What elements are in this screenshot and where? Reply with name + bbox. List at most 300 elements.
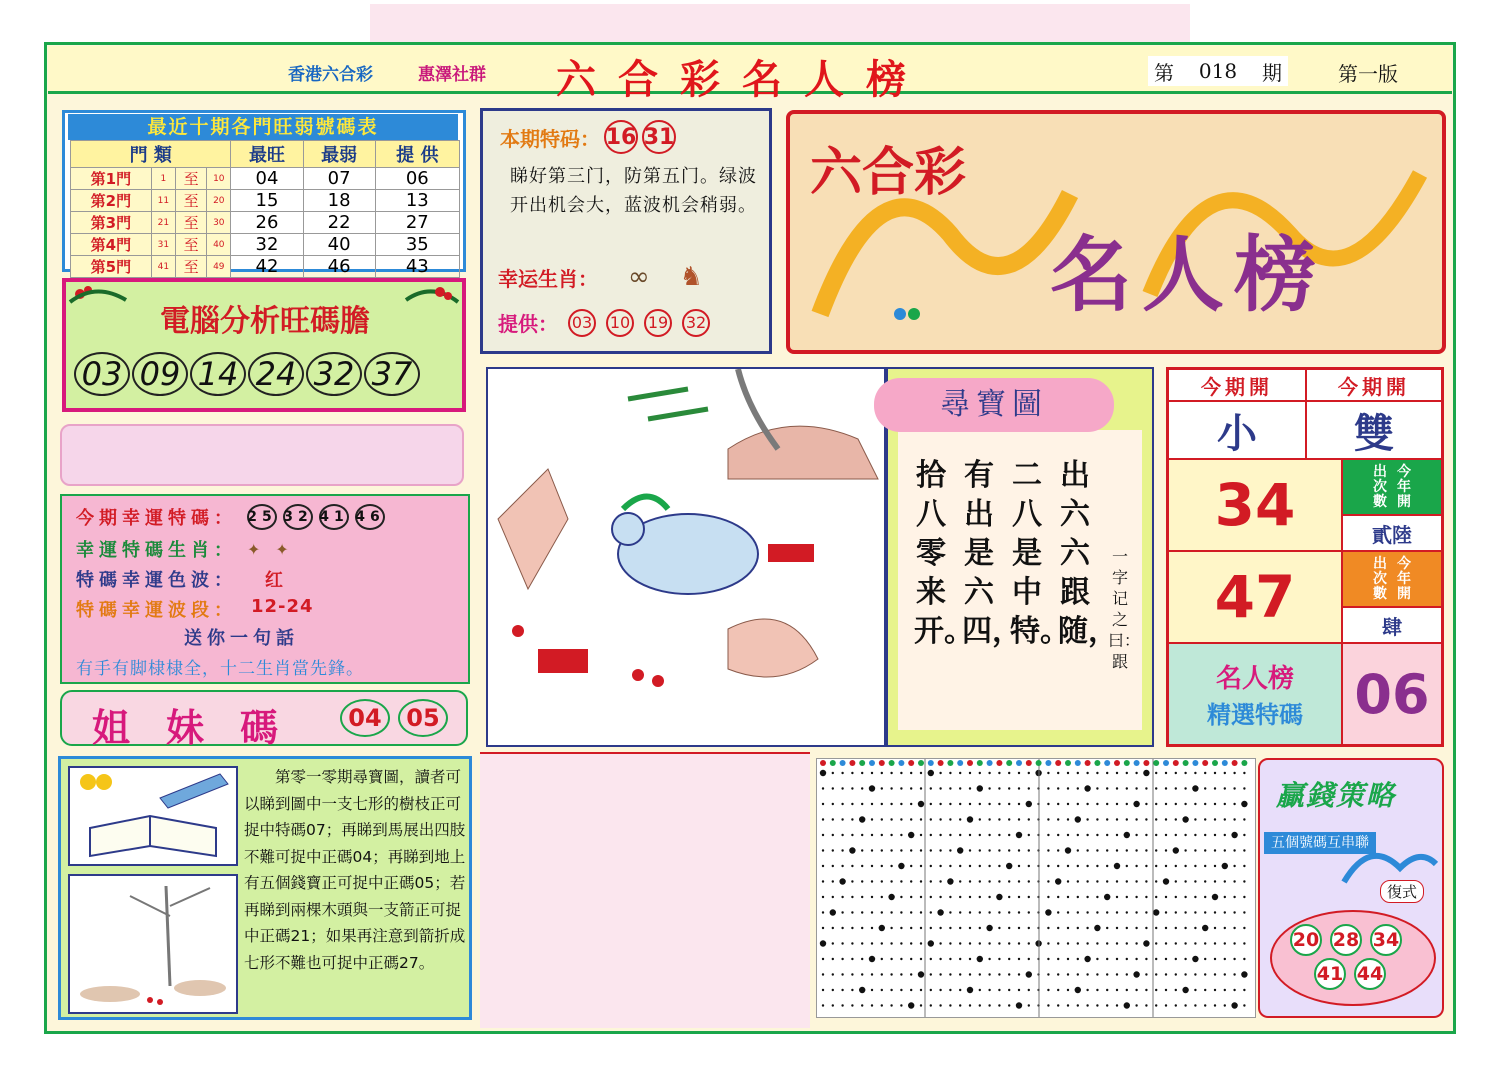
lucky-code-balls bbox=[247, 504, 385, 530]
grid-dot bbox=[1204, 911, 1206, 913]
grid-dot bbox=[939, 834, 941, 836]
banner-line-2: 名人榜 bbox=[1050, 227, 1327, 323]
lucky-row-4 bbox=[76, 596, 314, 622]
goat-landscape-icon bbox=[488, 369, 884, 745]
grid-dot bbox=[1086, 942, 1088, 944]
grid-dot bbox=[1008, 942, 1010, 944]
grid-dot bbox=[881, 1004, 883, 1006]
number-ball: 04 bbox=[340, 699, 390, 737]
grid-dot bbox=[998, 911, 1000, 913]
grid-dot bbox=[861, 896, 863, 898]
count-label-a: 出次數 bbox=[1373, 555, 1387, 602]
grid-dot bbox=[1233, 989, 1235, 991]
grid-dot bbox=[1116, 880, 1118, 882]
grid-dot bbox=[1192, 785, 1198, 791]
grid-dot bbox=[1175, 911, 1177, 913]
grid-dot bbox=[998, 973, 1000, 975]
grid-dot bbox=[822, 989, 824, 991]
grid-dot bbox=[1106, 942, 1108, 944]
grid-dot bbox=[1233, 849, 1235, 851]
grid-dot bbox=[939, 973, 941, 975]
fame-number: 06 bbox=[1342, 643, 1442, 745]
give-cell: 06 bbox=[375, 168, 459, 190]
grid-dot bbox=[920, 849, 922, 851]
range-to: 40 bbox=[207, 234, 231, 256]
grid-dot bbox=[1155, 958, 1157, 960]
grid-dot bbox=[1067, 834, 1069, 836]
grid-dot bbox=[1214, 958, 1216, 960]
grid-dot bbox=[1106, 834, 1108, 836]
grid-dot bbox=[988, 880, 990, 882]
special-label: 本期特码： bbox=[500, 126, 600, 151]
grid-dot bbox=[969, 896, 971, 898]
grid-dot bbox=[998, 927, 1000, 929]
grid-dot bbox=[939, 849, 941, 851]
grid-dot bbox=[920, 787, 922, 789]
grid-dot bbox=[959, 865, 961, 867]
grid-dot bbox=[1214, 1004, 1216, 1006]
grid-dot bbox=[1008, 787, 1010, 789]
grid-dot bbox=[1184, 834, 1186, 836]
grid-dot bbox=[1077, 803, 1079, 805]
grid-dot bbox=[851, 911, 853, 913]
grid-dot bbox=[1231, 1002, 1237, 1008]
grid-dot bbox=[928, 770, 934, 776]
grid-dot bbox=[949, 942, 951, 944]
grid-dot bbox=[871, 896, 873, 898]
grid-dot bbox=[900, 803, 902, 805]
grid-dot bbox=[910, 958, 912, 960]
grid-dot bbox=[979, 803, 981, 805]
grid-dot bbox=[1026, 971, 1032, 977]
grid-dot bbox=[967, 987, 973, 993]
grid-dot bbox=[1233, 772, 1235, 774]
grid-dot bbox=[1184, 927, 1186, 929]
grid-dot bbox=[851, 989, 853, 991]
grid-dot bbox=[1106, 787, 1108, 789]
grid-dot bbox=[1067, 973, 1069, 975]
grid-dot bbox=[1155, 989, 1157, 991]
range-to: 30 bbox=[207, 212, 231, 234]
grid-dot bbox=[910, 818, 912, 820]
grid-dot bbox=[1106, 849, 1108, 851]
grid-dot bbox=[1214, 818, 1216, 820]
grid-dot bbox=[1096, 818, 1098, 820]
grid-dot bbox=[939, 1004, 941, 1006]
number-ball: 03 bbox=[568, 309, 596, 337]
grid-dot bbox=[1096, 880, 1098, 882]
grid-dot bbox=[1077, 880, 1079, 882]
grid-dot bbox=[1028, 911, 1030, 913]
grid-dot bbox=[959, 942, 961, 944]
grid-dot bbox=[1155, 834, 1157, 836]
edition-label: 第一版 bbox=[1338, 62, 1398, 86]
grid-dot bbox=[910, 896, 912, 898]
grid-dot bbox=[1086, 911, 1088, 913]
door-cell: 第1門 bbox=[71, 168, 152, 190]
grid-dot bbox=[1057, 1004, 1059, 1006]
grid-dot bbox=[910, 927, 912, 929]
grid-dot bbox=[851, 772, 853, 774]
grid-dot bbox=[988, 958, 990, 960]
grid-dot bbox=[1224, 787, 1226, 789]
number-ball: 28 bbox=[1330, 924, 1362, 956]
lucky-color-label: 特碼幸運色波： bbox=[76, 570, 237, 591]
grid-dot bbox=[949, 865, 951, 867]
grid-dot bbox=[959, 880, 961, 882]
grid-dot bbox=[900, 958, 902, 960]
grid-dot bbox=[969, 834, 971, 836]
grid-dot bbox=[1047, 896, 1049, 898]
number-ball: 32 bbox=[306, 352, 362, 396]
grid-dot bbox=[1202, 925, 1208, 931]
grid-dot bbox=[1194, 911, 1196, 913]
grid-dot bbox=[939, 772, 941, 774]
grid-dot bbox=[979, 818, 981, 820]
grid-dot bbox=[1077, 911, 1079, 913]
grid-dot bbox=[998, 989, 1000, 991]
grid-dot bbox=[890, 880, 892, 882]
issue-number bbox=[1148, 56, 1288, 86]
poem-column: 有出是六四， bbox=[962, 458, 1022, 649]
grid-header-dot bbox=[1094, 760, 1100, 766]
grid-dot bbox=[1047, 989, 1049, 991]
grid-dot bbox=[1233, 958, 1235, 960]
grid-dot bbox=[979, 942, 981, 944]
grid-dot bbox=[920, 911, 922, 913]
grid-dot bbox=[1214, 849, 1216, 851]
grid-dot bbox=[832, 834, 834, 836]
grid-dot bbox=[871, 849, 873, 851]
grid-dot bbox=[930, 911, 932, 913]
grid-dot bbox=[1165, 989, 1167, 991]
grid-dot bbox=[959, 989, 961, 991]
grid-dot bbox=[998, 958, 1000, 960]
grid-dot bbox=[1165, 818, 1167, 820]
grid-header-dot bbox=[928, 760, 934, 766]
grid-dot bbox=[1028, 834, 1030, 836]
grid-dot bbox=[1077, 865, 1079, 867]
grid-dot bbox=[969, 772, 971, 774]
grid-dot bbox=[1116, 958, 1118, 960]
grid-dot bbox=[851, 834, 853, 836]
grid-header-dot bbox=[1163, 760, 1169, 766]
grid-dot bbox=[890, 942, 892, 944]
grid-dot bbox=[1155, 1004, 1157, 1006]
range-to-label: 至 bbox=[175, 190, 206, 212]
number-ball: 32 bbox=[283, 504, 313, 530]
grid-dot bbox=[820, 940, 826, 946]
result-number-2: 47 bbox=[1168, 551, 1342, 643]
grid-dot bbox=[1224, 989, 1226, 991]
grid-dot bbox=[1077, 1004, 1079, 1006]
grid-header-dot bbox=[947, 760, 953, 766]
grid-header-dot bbox=[1065, 760, 1071, 766]
grid-dot bbox=[851, 787, 853, 789]
grid-dot bbox=[1175, 787, 1177, 789]
grid-dot bbox=[1184, 865, 1186, 867]
grid-header-dot bbox=[1075, 760, 1081, 766]
grid-dot bbox=[1126, 911, 1128, 913]
grid-dot bbox=[832, 818, 834, 820]
grid-dot bbox=[930, 787, 932, 789]
grid-dot bbox=[1018, 973, 1020, 975]
grid-dot bbox=[1224, 880, 1226, 882]
grid-dot bbox=[910, 989, 912, 991]
grid-dot bbox=[881, 849, 883, 851]
grid-dot bbox=[1194, 803, 1196, 805]
grid-dot bbox=[969, 942, 971, 944]
grid-dot bbox=[1106, 803, 1108, 805]
grid-dot bbox=[881, 834, 883, 836]
grid-dot bbox=[1184, 772, 1186, 774]
grid-dot bbox=[820, 770, 826, 776]
grid-dot bbox=[1182, 816, 1188, 822]
grid-dot bbox=[1133, 971, 1139, 977]
grid-dot bbox=[1106, 865, 1108, 867]
door-table bbox=[70, 140, 460, 278]
grid-dot bbox=[900, 989, 902, 991]
grid-dot bbox=[930, 1004, 932, 1006]
grid-dot bbox=[832, 865, 834, 867]
grid-dot bbox=[1077, 849, 1079, 851]
grid-dot bbox=[1135, 958, 1137, 960]
grid-dot bbox=[1184, 942, 1186, 944]
fame-cell bbox=[1168, 643, 1342, 745]
grid-header-dot bbox=[1183, 760, 1189, 766]
table-row bbox=[71, 256, 460, 278]
grid-dot bbox=[1106, 958, 1108, 960]
number-ball: 05 bbox=[398, 699, 448, 737]
grid-dot bbox=[947, 878, 953, 884]
grid-dot bbox=[1163, 878, 1169, 884]
grid-dot bbox=[1194, 973, 1196, 975]
grid-dot bbox=[930, 880, 932, 882]
grid-dot bbox=[1194, 927, 1196, 929]
grid-dot bbox=[1155, 772, 1157, 774]
top-band bbox=[370, 4, 1190, 44]
grid-dot bbox=[1175, 834, 1177, 836]
grid-dot bbox=[939, 880, 941, 882]
result-col1-header: 今期開 bbox=[1168, 369, 1306, 401]
grid-dot bbox=[861, 803, 863, 805]
grid-dot bbox=[1135, 989, 1137, 991]
grid-dot bbox=[1047, 1004, 1049, 1006]
grid-dot bbox=[910, 880, 912, 882]
grid-dot bbox=[969, 803, 971, 805]
grid-dot bbox=[900, 834, 902, 836]
result-col2-header: 今期開 bbox=[1306, 369, 1442, 401]
count-label-1 bbox=[1342, 459, 1442, 515]
grid-dot bbox=[1204, 803, 1206, 805]
poem-column: 拾八零来开。 bbox=[914, 458, 974, 649]
grid-dot bbox=[881, 896, 883, 898]
grid-dot bbox=[959, 772, 961, 774]
grid-dot bbox=[822, 834, 824, 836]
col-header: 提 供 bbox=[375, 141, 459, 168]
grid-dot bbox=[822, 818, 824, 820]
grid-dot bbox=[930, 958, 932, 960]
grid-dot bbox=[1133, 801, 1139, 807]
grid-dot bbox=[861, 865, 863, 867]
cold-cell: 07 bbox=[303, 168, 375, 190]
grid-dot bbox=[871, 942, 873, 944]
poem-column: 出六六跟随， bbox=[1058, 458, 1118, 649]
grid-dot bbox=[1047, 973, 1049, 975]
grid-dot bbox=[1214, 803, 1216, 805]
grid-dot bbox=[1116, 942, 1118, 944]
grid-dot bbox=[832, 880, 834, 882]
grid-dot bbox=[1204, 772, 1206, 774]
grid-dot bbox=[959, 958, 961, 960]
grid-dot bbox=[1057, 958, 1059, 960]
grid-dot bbox=[910, 973, 912, 975]
sister-title: 姐妹碼 bbox=[92, 705, 315, 750]
grid-dot bbox=[1086, 896, 1088, 898]
grid-dot bbox=[1067, 927, 1069, 929]
grid-dot bbox=[1243, 1004, 1245, 1006]
grid-dot bbox=[920, 880, 922, 882]
grid-dot bbox=[1028, 880, 1030, 882]
issue-value: 018 bbox=[1198, 59, 1238, 83]
lucky-row-3 bbox=[76, 566, 288, 592]
grid-dot bbox=[979, 880, 981, 882]
grid-dot bbox=[1075, 987, 1081, 993]
grid-dot bbox=[1214, 880, 1216, 882]
grid-dot bbox=[937, 909, 943, 915]
grid-dot bbox=[998, 880, 1000, 882]
grid-dot bbox=[1126, 880, 1128, 882]
range-from: 21 bbox=[151, 212, 175, 234]
grid-dot bbox=[1165, 849, 1167, 851]
grid-dot bbox=[988, 849, 990, 851]
grid-dot bbox=[1204, 942, 1206, 944]
grid-dot bbox=[900, 787, 902, 789]
grid-dot bbox=[1214, 973, 1216, 975]
grid-dot bbox=[1067, 818, 1069, 820]
grid-dot bbox=[1165, 927, 1167, 929]
number-ball: 09 bbox=[132, 352, 188, 396]
grid-header-dot bbox=[1114, 760, 1120, 766]
grid-dot bbox=[1194, 818, 1196, 820]
grid-dot bbox=[1057, 849, 1059, 851]
explain-text: 第零一零期尋寶圖，讀者可以睇到圖中一支七形的樹枝正可捉中特碼07；再睇到馬展出四肢不難可捉中正碼04；再睇到地上有五個錢寶正可捉中正碼05；若再睇到兩棵木頭與一支箭正可捉中正碼21；如果再注意到箭折成七形不難也可捉中正碼27。 bbox=[244, 768, 466, 972]
grid-dot bbox=[930, 834, 932, 836]
grid-dot bbox=[1165, 787, 1167, 789]
grid-dot bbox=[979, 911, 981, 913]
number-ball: 44 bbox=[1354, 958, 1386, 990]
number-ball: 46 bbox=[355, 504, 385, 530]
grid-dot bbox=[900, 849, 902, 851]
grid-dot bbox=[890, 989, 892, 991]
grid-dot bbox=[1184, 911, 1186, 913]
grid-dot bbox=[869, 956, 875, 962]
grid-dot bbox=[1214, 865, 1216, 867]
range-to-label: 至 bbox=[175, 234, 206, 256]
grid-dot bbox=[1145, 787, 1147, 789]
door-cell: 第5門 bbox=[71, 256, 152, 278]
grid-dot bbox=[1184, 849, 1186, 851]
grid-dot bbox=[1155, 942, 1157, 944]
grid-dot bbox=[851, 958, 853, 960]
dot-chart bbox=[816, 758, 1256, 1018]
grid-dot bbox=[1008, 911, 1010, 913]
grid-dot bbox=[851, 880, 853, 882]
grid-dot bbox=[1175, 818, 1177, 820]
range-to: 10 bbox=[207, 168, 231, 190]
range-from: 41 bbox=[151, 256, 175, 278]
grid-dot bbox=[910, 787, 912, 789]
grid-dot bbox=[1057, 911, 1059, 913]
grid-dot bbox=[949, 849, 951, 851]
grid-dot bbox=[1143, 940, 1149, 946]
grid-dot bbox=[1086, 1004, 1088, 1006]
grid-dot bbox=[959, 803, 961, 805]
rooster-icon: ♞ bbox=[679, 262, 703, 292]
grid-dot bbox=[979, 849, 981, 851]
grid-dot bbox=[930, 849, 932, 851]
zodiac-row bbox=[498, 262, 703, 292]
grid-dot bbox=[1184, 958, 1186, 960]
grid-dot bbox=[1096, 958, 1098, 960]
grid-dot bbox=[1165, 942, 1167, 944]
grid-dot bbox=[1116, 772, 1118, 774]
grid-dot bbox=[1047, 834, 1049, 836]
grid-dot bbox=[871, 911, 873, 913]
lucky-zodiac-label: 幸運特碼生肖： bbox=[76, 540, 237, 561]
grid-dot bbox=[1116, 973, 1118, 975]
grid-dot bbox=[1026, 801, 1032, 807]
grid-header-dot bbox=[830, 760, 836, 766]
poem-note: 一字记之曰：跟 bbox=[1108, 547, 1141, 671]
grid-dot bbox=[939, 896, 941, 898]
grid-dot bbox=[920, 834, 922, 836]
computer-analysis-title: 電腦分析旺碼膽 bbox=[160, 304, 370, 339]
grid-dot bbox=[1175, 803, 1177, 805]
grid-dot bbox=[900, 896, 902, 898]
grid-dot bbox=[1084, 785, 1090, 791]
grid-dot bbox=[998, 942, 1000, 944]
grid-dot bbox=[890, 911, 892, 913]
grid-dot bbox=[1008, 973, 1010, 975]
grid-dot bbox=[949, 896, 951, 898]
grid-dot bbox=[1214, 787, 1216, 789]
grid-dot bbox=[1106, 772, 1108, 774]
grid-dot bbox=[1165, 958, 1167, 960]
grid-dot bbox=[900, 880, 902, 882]
grid-dot bbox=[959, 911, 961, 913]
grid-dot bbox=[1175, 973, 1177, 975]
grid-dot bbox=[1028, 865, 1030, 867]
zodiac-label: 幸运生肖： bbox=[498, 266, 598, 291]
grid-dot bbox=[1018, 958, 1020, 960]
grid-dot bbox=[1067, 865, 1069, 867]
grid-dot bbox=[881, 865, 883, 867]
grid-dot bbox=[1084, 956, 1090, 962]
grid-dot bbox=[841, 818, 843, 820]
grid-dot bbox=[900, 772, 902, 774]
grid-dot bbox=[930, 973, 932, 975]
grid-dot bbox=[1096, 942, 1098, 944]
grid-dot bbox=[949, 818, 951, 820]
grid-dot bbox=[1086, 927, 1088, 929]
grid-dot bbox=[1028, 818, 1030, 820]
grid-dot bbox=[1124, 1002, 1130, 1008]
grid-dot bbox=[1184, 787, 1186, 789]
grid-dot bbox=[900, 818, 902, 820]
grid-dot bbox=[1243, 958, 1245, 960]
number-ball: 34 bbox=[1370, 924, 1402, 956]
